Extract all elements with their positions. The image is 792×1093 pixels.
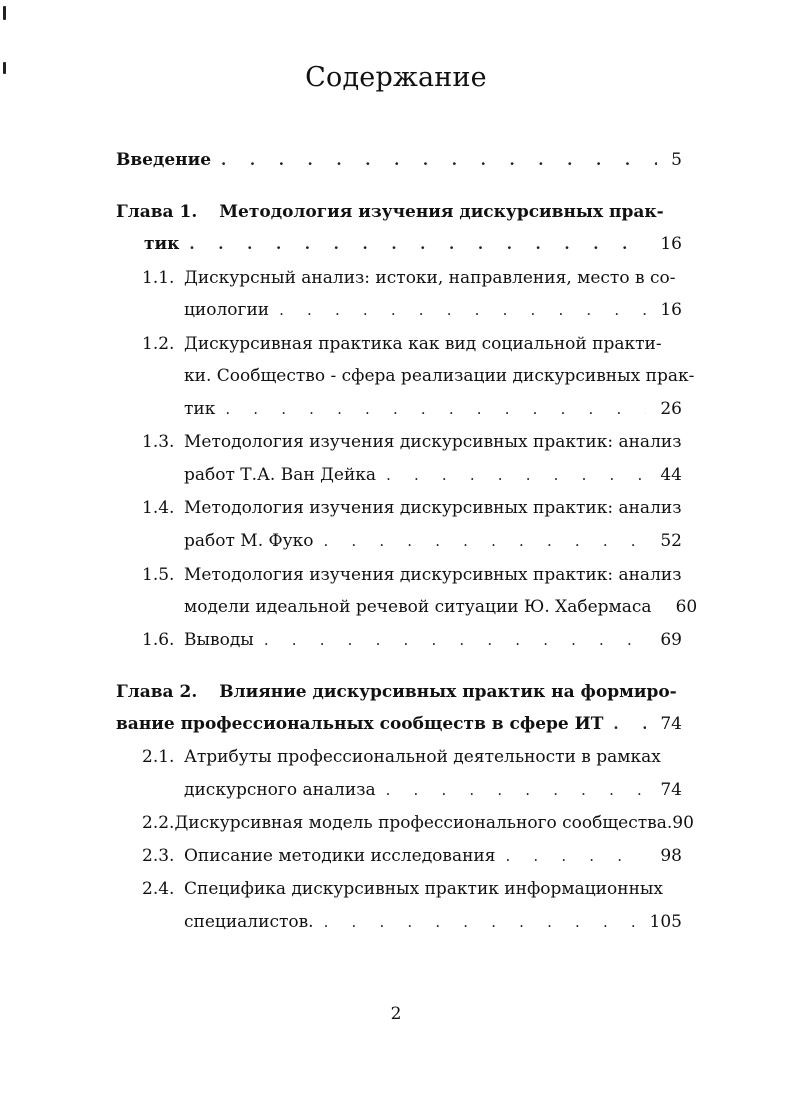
section-title-line: специалистов. (184, 912, 314, 932)
section-number: 1.4. (142, 498, 175, 518)
toc-entry-1-1-cont[interactable] (184, 300, 682, 320)
toc-entry-1-2-cont[interactable] (184, 366, 695, 386)
section-number: 1.1. (142, 268, 175, 288)
toc-entry-1-4[interactable] (142, 498, 682, 518)
section-number: 1.2. (142, 334, 175, 354)
toc-entry-1-3[interactable] (142, 432, 682, 452)
section-number: 1.3. (142, 432, 175, 452)
toc-leader (506, 846, 647, 866)
chapter-title-line: тик (144, 234, 180, 254)
section-number: 1.6. (142, 630, 175, 650)
section-number: 2.2. (142, 813, 175, 833)
section-title-line: Специфика дискурсивных практик информационных (184, 879, 664, 899)
toc-leader (264, 630, 647, 650)
toc-page: 105 (649, 912, 682, 932)
toc-leader (324, 912, 636, 932)
toc-page: 74 (660, 714, 682, 734)
toc-page: 60 (675, 597, 698, 617)
toc-page: 44 (660, 465, 682, 485)
section-number: 2.4. (142, 879, 175, 899)
section-title-line: Дискурсный анализ: истоки, направления, место в со- (184, 268, 676, 288)
toc-entry-label: Введение (116, 150, 212, 170)
toc-page: 52 (660, 531, 682, 551)
toc-entry-2-2[interactable] (142, 813, 694, 833)
toc-page: 16 (660, 300, 682, 320)
section-number: 2.1. (142, 747, 175, 767)
chapter-title-line: Методология изучения дискурсивных прак- (219, 202, 664, 222)
section-title-line: Описание методики исследования (184, 846, 496, 866)
toc-leader (189, 234, 646, 254)
section-title-line: циологии (184, 300, 270, 320)
section-number: 2.3. (142, 846, 175, 866)
section-title-line: ки. Сообщество - сфера реализации дискурсивных прак- (184, 366, 695, 386)
section-title-line: модели идеальной речевой ситуации Ю. Хабермаса (184, 597, 652, 617)
toc-page: 16 (660, 234, 682, 254)
toc-page: 90 (672, 813, 694, 833)
toc-entry-2-4[interactable] (142, 879, 682, 899)
section-number: 1.5. (142, 565, 175, 585)
section-title-line: Дискурсивная модель профессионального сообщества. (174, 813, 673, 833)
section-title-line: Атрибуты профессиональной деятельности в рамках (184, 747, 661, 767)
toc-entry-ch2[interactable] (116, 682, 682, 702)
toc-leader (323, 531, 646, 551)
toc-entry-1-3-cont[interactable] (184, 465, 682, 485)
toc-entry-ch2-cont[interactable] (116, 714, 682, 734)
toc-entry-ch1[interactable] (116, 202, 682, 222)
toc-entry-2-1-cont[interactable] (184, 780, 682, 800)
section-title-line: Дискурсивная практика как вид социальной практи- (184, 334, 662, 354)
toc-entry-1-5-cont[interactable] (184, 597, 698, 617)
section-title-line: дискурсного анализа (184, 780, 376, 800)
section-title-line: работ М. Фуко (184, 531, 314, 551)
toc-leader (221, 150, 657, 170)
toc-entry-1-2-cont[interactable] (184, 399, 682, 419)
chapter-title-line: Влияние дискурсивных практик на формиро- (219, 682, 677, 702)
section-title-line: Методология изучения дискурсивных практик: анализ (184, 565, 682, 585)
toc-page: 5 (671, 150, 682, 170)
section-title-line: Методология изучения дискурсивных практик: анализ (184, 498, 682, 518)
page-number: 2 (390, 1004, 402, 1024)
toc-entry-1-4-cont[interactable] (184, 531, 682, 551)
toc-entry-1-2[interactable] (142, 334, 682, 354)
toc-page: 98 (660, 846, 682, 866)
chapter-title-line: вание профессиональных сообществ в сфере ИТ (116, 714, 604, 734)
toc-entry-ch1-cont[interactable] (144, 234, 682, 254)
section-title-line: работ Т.А. Ван Дейка (184, 465, 377, 485)
toc-entry-2-3[interactable] (142, 846, 682, 866)
chapter-number: Глава 1. (116, 202, 198, 222)
scan-artifact (3, 6, 6, 20)
toc-leader (386, 780, 647, 800)
toc-leader (279, 300, 646, 320)
section-title-line: тик (184, 399, 216, 419)
section-title-line: Методология изучения дискурсивных практик: анализ (184, 432, 682, 452)
toc-leader (613, 714, 646, 734)
toc-leader (225, 399, 646, 419)
toc-page: 26 (660, 399, 682, 419)
toc-leader (386, 465, 646, 485)
chapter-number: Глава 2. (116, 682, 198, 702)
section-title-line: Выводы (184, 630, 254, 650)
toc-page: 74 (660, 780, 682, 800)
toc-entry-2-1[interactable] (142, 747, 682, 767)
toc-entry-intro[interactable] (116, 150, 682, 170)
toc-entry-1-6[interactable] (142, 630, 682, 650)
toc-entry-1-5[interactable] (142, 565, 682, 585)
toc-page: 69 (660, 630, 682, 650)
toc-entry-1-1[interactable] (142, 268, 682, 288)
toc-entry-2-4-cont[interactable] (184, 912, 682, 932)
toc-title: Содержание (305, 62, 487, 93)
